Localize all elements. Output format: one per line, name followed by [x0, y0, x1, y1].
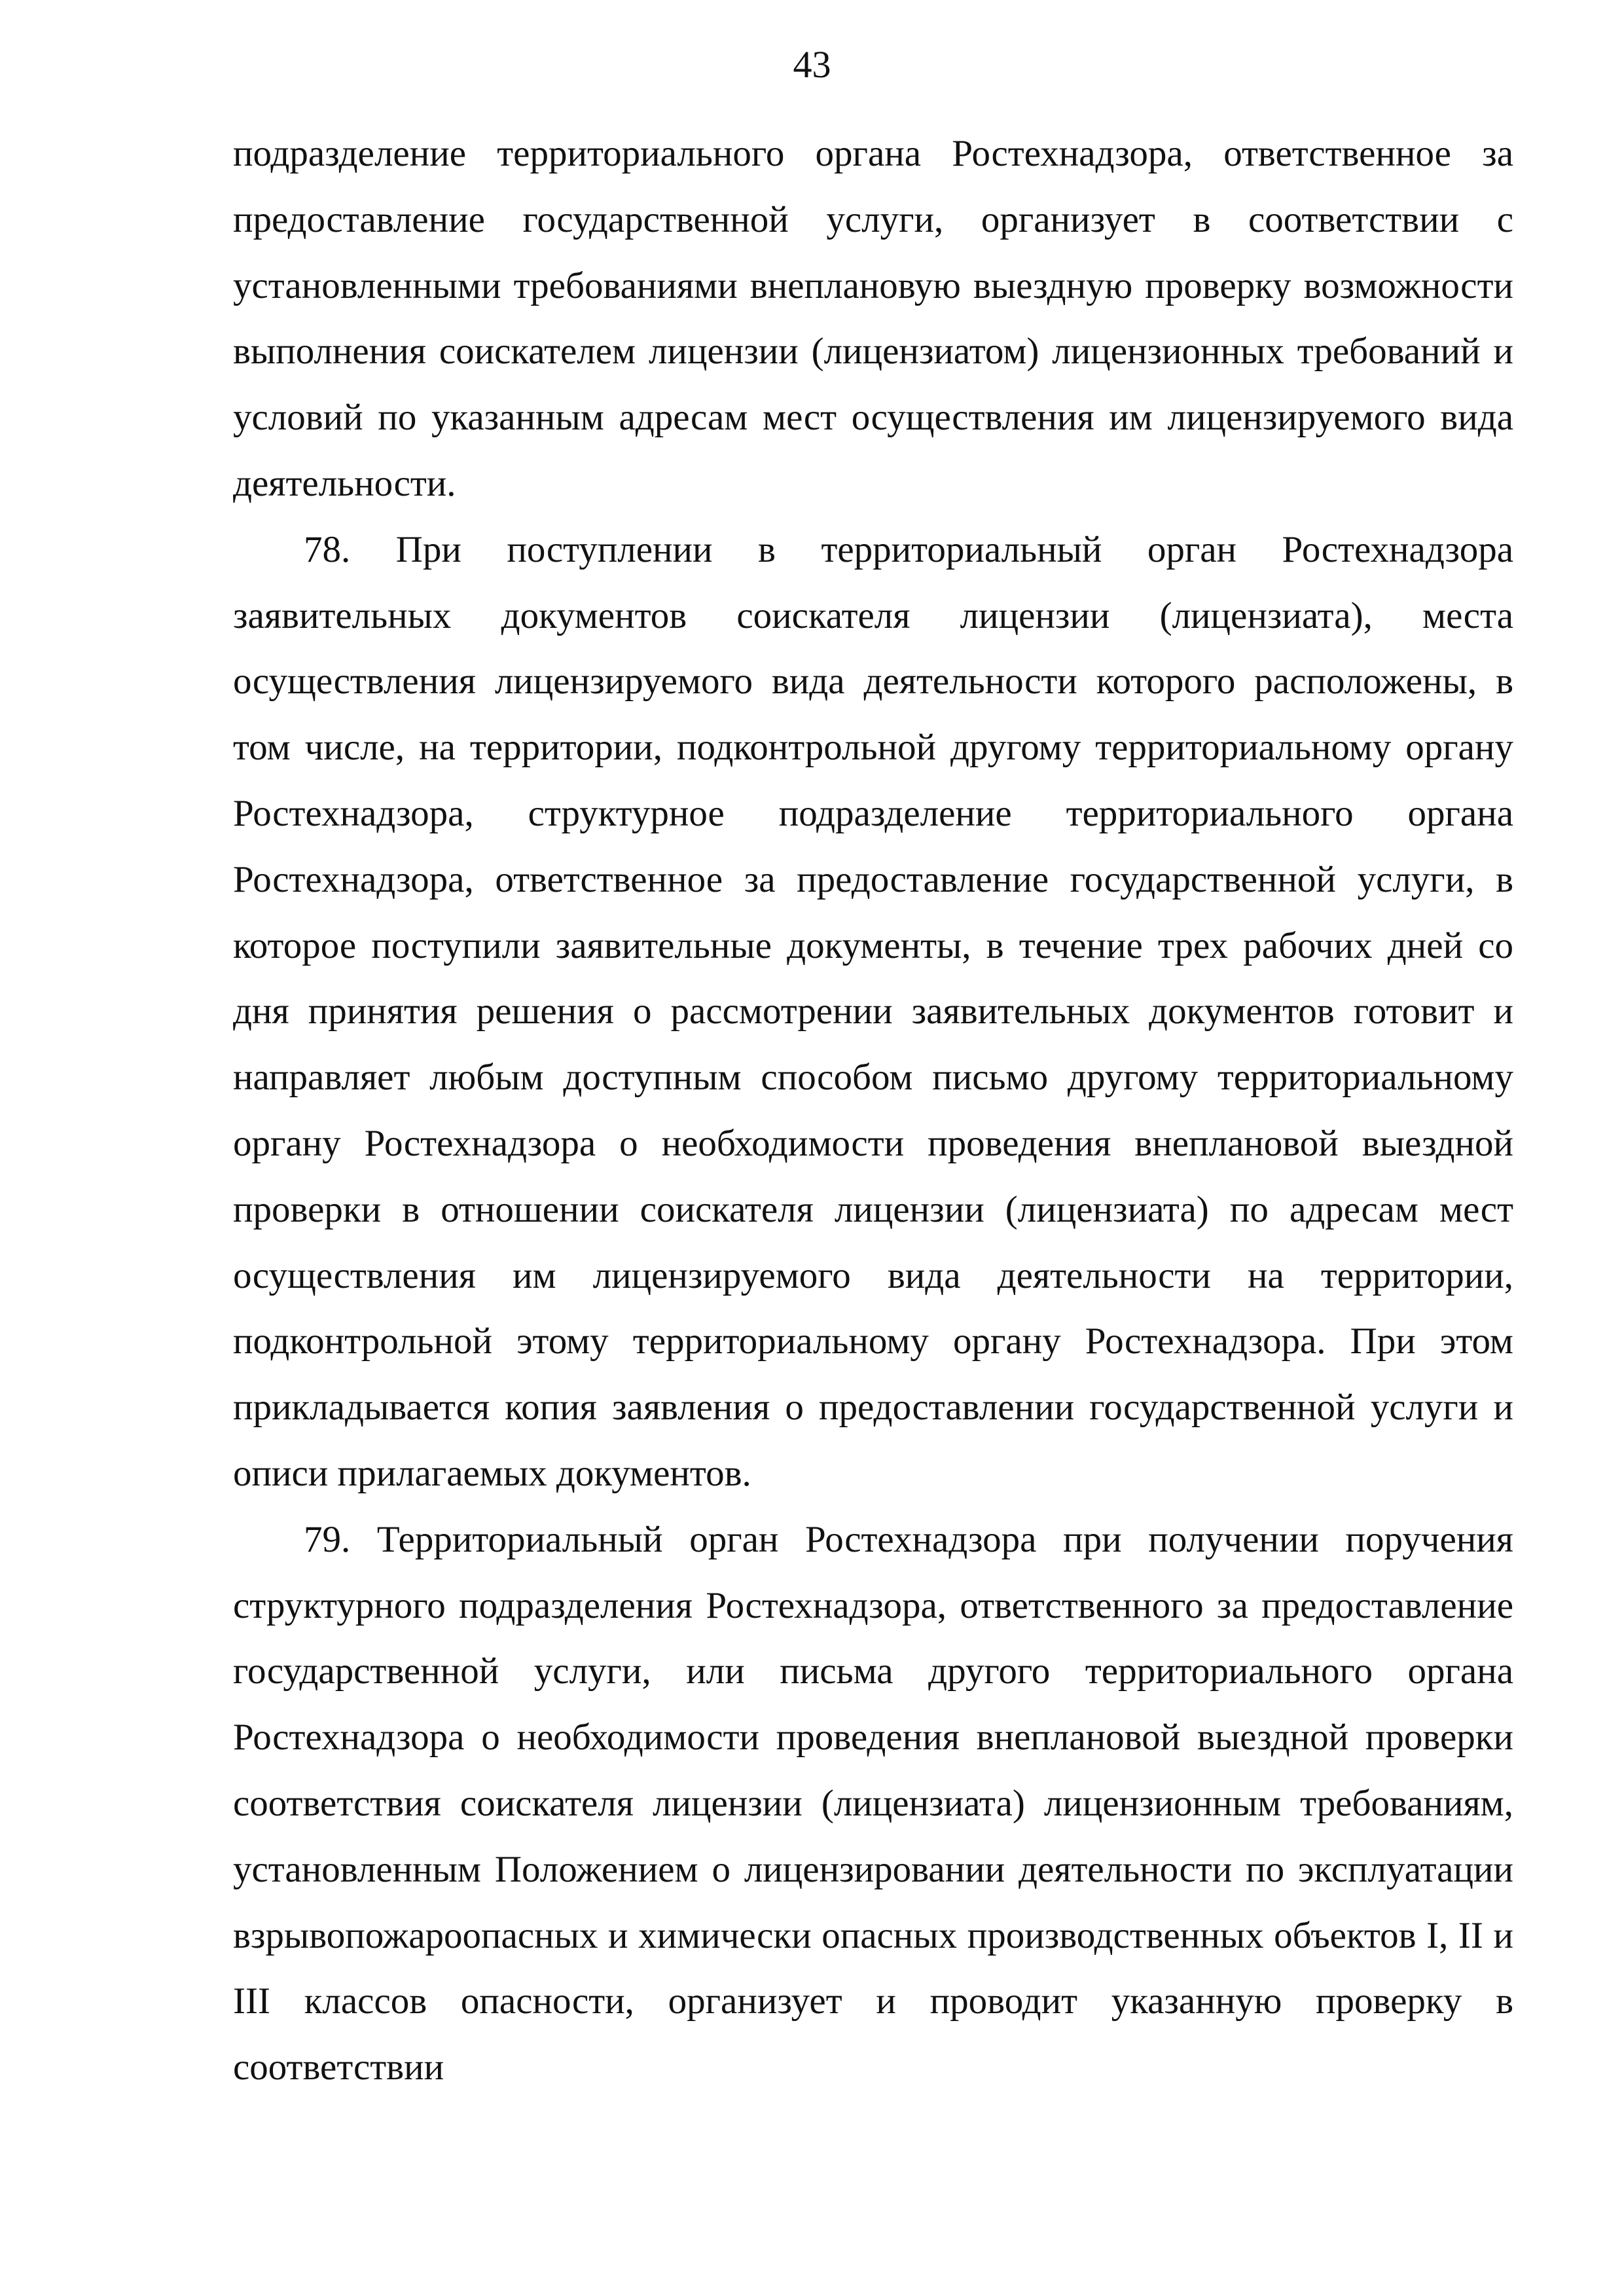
paragraph-item-79: 79. Территориальный орган Ростехнадзора при получении поручения структурного подразделения Ростехнадзора, ответственного за предоставление государственной услуги, или письма другого территориального органа Ростехнадзора о необходимости проведения внеплановой выездной проверки соответствия соискателя лицензии (лицензиата) лицензионным требованиям, установленным Положением о лицензировании деятельности по эксплуатации взрывопожароопасных и химически опасных производственных объектов I, II и III классов опасности, организует и проводит указанную проверку в соответствии	[233, 1518, 1513, 2088]
page-number: 43	[793, 43, 831, 86]
document-body	[233, 121, 1513, 2101]
paragraph-continuation: подразделение территориального органа Ростехнадзора, ответственное за предоставление государственной услуги, организует в соответствии с установленными требованиями внеплановую выездную проверку возможности выполнения соискателем лицензии (лицензиатом) лицензионных требований и условий по указанным адресам мест осуществления им лицензируемого вида деятельности.	[233, 133, 1513, 504]
paragraph-item-78: 78. При поступлении в территориальный орган Ростехнадзора заявительных документов соискателя лицензии (лицензиата), места осуществления лицензируемого вида деятельности которого расположены, в том числе, на территории, подконтрольной другому территориальному органу Ростехнадзора, структурное подразделение территориального органа Ростехнадзора, ответственное за предоставление государственной услуги, в которое поступили заявительные документы, в течение трех рабочих дней со дня принятия решения о рассмотрении заявительных документов готовит и направляет любым доступным способом письмо другому территориальному органу Ростехнадзора о необходимости проведения внеплановой выездной проверки в отношении соискателя лицензии (лицензиата) по адресам мест осуществления им лицензируемого вида деятельности на территории, подконтрольной этому территориальному органу Ростехнадзора. При этом прикладывается копия заявления о предоставлении государственной услуги и описи прилагаемых документов.	[233, 528, 1513, 1494]
